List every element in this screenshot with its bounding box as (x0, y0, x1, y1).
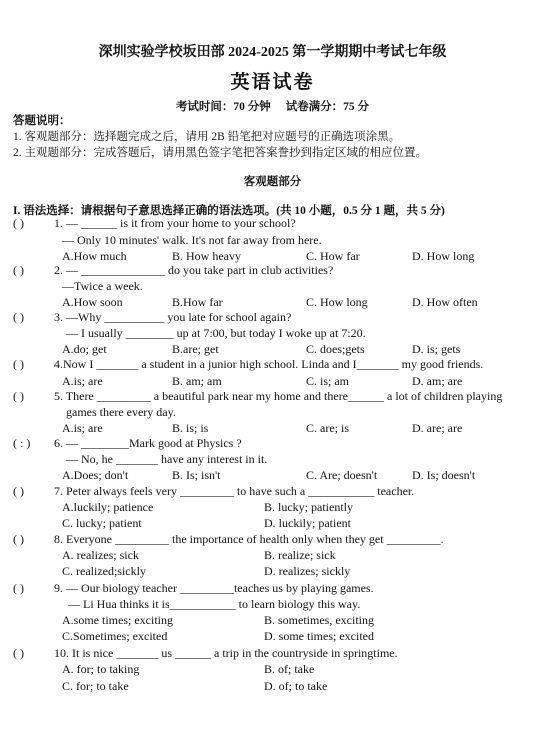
option-c: C. is; am (306, 374, 350, 388)
option-d: D. some times; excited (264, 629, 374, 643)
exam-info (0, 98, 545, 114)
option-b: B. realize; sick (264, 548, 336, 562)
option-d: D. is; gets (412, 342, 461, 356)
instruction-1: 1. 客观题部分：选择题完成之后，请用 2B 铅笔把对应题号的正确选项涂黑。 (13, 131, 401, 143)
answer-bracket[interactable]: ( ) (13, 357, 24, 371)
option-a: A.is; are (62, 421, 103, 435)
question-stem: 8. Everyone _________ the importance of health only when they get _________. (54, 532, 444, 546)
option-c: C. are; is (306, 421, 349, 435)
option-a: A.is; are (62, 374, 103, 388)
question-stem-2: — No, he _______ have any interest in it. (66, 452, 268, 466)
school-title: 深圳实验学校坂田部 2024-2025 第一学期期中考试七年级 (98, 45, 447, 60)
option-b: B.are; get (172, 342, 219, 356)
question-stem-2: — Only 10 minutes' walk. It's not far away from here. (62, 233, 322, 247)
option-c: C. Are; doesn't (306, 468, 378, 482)
question-stem-2: games there every day. (66, 405, 176, 419)
question-stem: 9. — Our biology teacher _________teaches us by playing games. (54, 581, 374, 595)
option-d: D. are; are (412, 421, 463, 435)
question-stem: 4.Now I _______ a student in a junior high school. Linda and I_______ my good friends. (54, 357, 484, 371)
section-objective-heading: 客观题部分 (243, 176, 302, 188)
option-c: C. How long (306, 295, 368, 309)
question-stem: 1. — ______ is it from your home to your school? (54, 216, 296, 230)
option-b: B. am; am (172, 374, 222, 388)
option-a: A. for; to taking (62, 662, 140, 676)
option-b: B. How heavy (172, 249, 241, 263)
question-stem: 6. — ________Mark good at Physics ? (54, 436, 242, 450)
question-stem: 10. It is nice _______ us ______ a trip in the countryside in springtime. (54, 646, 398, 660)
answer-bracket[interactable]: ( ) (13, 646, 24, 660)
answer-bracket[interactable]: ( ) (13, 389, 24, 403)
answer-bracket[interactable]: ( ) (13, 216, 24, 230)
option-d: D. realizes; sickly (264, 564, 351, 578)
option-a: A.luckily; patience (62, 500, 154, 514)
subject-title: 英语试卷 (230, 72, 315, 93)
question-stem: 2. — ______________ do you take part in club activities? (54, 263, 334, 277)
option-b: B. Is; isn't (172, 468, 221, 482)
full-score: 试卷满分：75 分 (285, 101, 370, 113)
answer-bracket[interactable]: ( : ) (13, 436, 31, 450)
answer-bracket[interactable]: ( ) (13, 484, 24, 498)
answer-bracket[interactable]: ( ) (13, 310, 24, 324)
exam-time: 考试时间：70 分钟 (175, 101, 271, 113)
option-c: C.Sometimes; excited (62, 629, 168, 643)
option-d: D. of; to take (264, 679, 328, 693)
question-stem: 5. There _________ a beautiful park near my home and there______ a lot of children playing (54, 389, 503, 403)
option-b: B.How far (172, 295, 223, 309)
option-d: D. luckily; patient (264, 516, 351, 530)
question-stem: 7. Peter always feels very _________ to have such a ___________ teacher. (54, 484, 415, 498)
section-1-title: I. 语法选择：请根据句子意思选择正确的语法选项。(共 10 小题，0.5 分 1 题，共 5 分) (13, 205, 445, 217)
instruction-2: 2. 主观题部分：完成答题后，请用黑色签字笔把答案誊抄到指定区域的相应位置。 (13, 147, 427, 159)
option-a: A.How much (62, 249, 127, 263)
instructions-heading: 答题说明： (13, 115, 71, 127)
question-stem-2: —Twice a week. (62, 279, 143, 293)
option-b: B. lucky; patiently (264, 500, 353, 514)
option-c: C. lucky; patient (62, 516, 142, 530)
question-stem-2: — Li Hua thinks it is___________ to learn biology this way. (68, 597, 361, 611)
question-stem-2: — I usually ________ up at 7:00, but today I woke up at 7:20. (66, 326, 366, 340)
option-b: B. of; take (264, 662, 315, 676)
option-c: C. does;gets (306, 342, 365, 356)
option-a: A. realizes; sick (62, 548, 139, 562)
question-stem: 3. —Why __________ you late for school again? (54, 310, 292, 324)
answer-bracket[interactable]: ( ) (13, 532, 24, 546)
option-c: C. for; to take (62, 679, 129, 693)
option-a: A.do; get (62, 342, 107, 356)
answer-bracket[interactable]: ( ) (13, 581, 24, 595)
option-d: D. How long (412, 249, 475, 263)
option-c: C. realized;sickly (62, 564, 146, 578)
option-d: D. How often (412, 295, 478, 309)
option-a: A.Does; don't (62, 468, 129, 482)
option-a: A.some times; exciting (62, 613, 173, 627)
option-b: B. sometimes, exciting (264, 613, 374, 627)
option-a: A.How soon (62, 295, 123, 309)
option-d: D. am; are (412, 374, 463, 388)
option-b: B. is; is (172, 421, 209, 435)
answer-bracket[interactable]: ( ) (13, 263, 24, 277)
option-d: D. Is; doesn't (412, 468, 476, 482)
option-c: C. How far (306, 249, 360, 263)
